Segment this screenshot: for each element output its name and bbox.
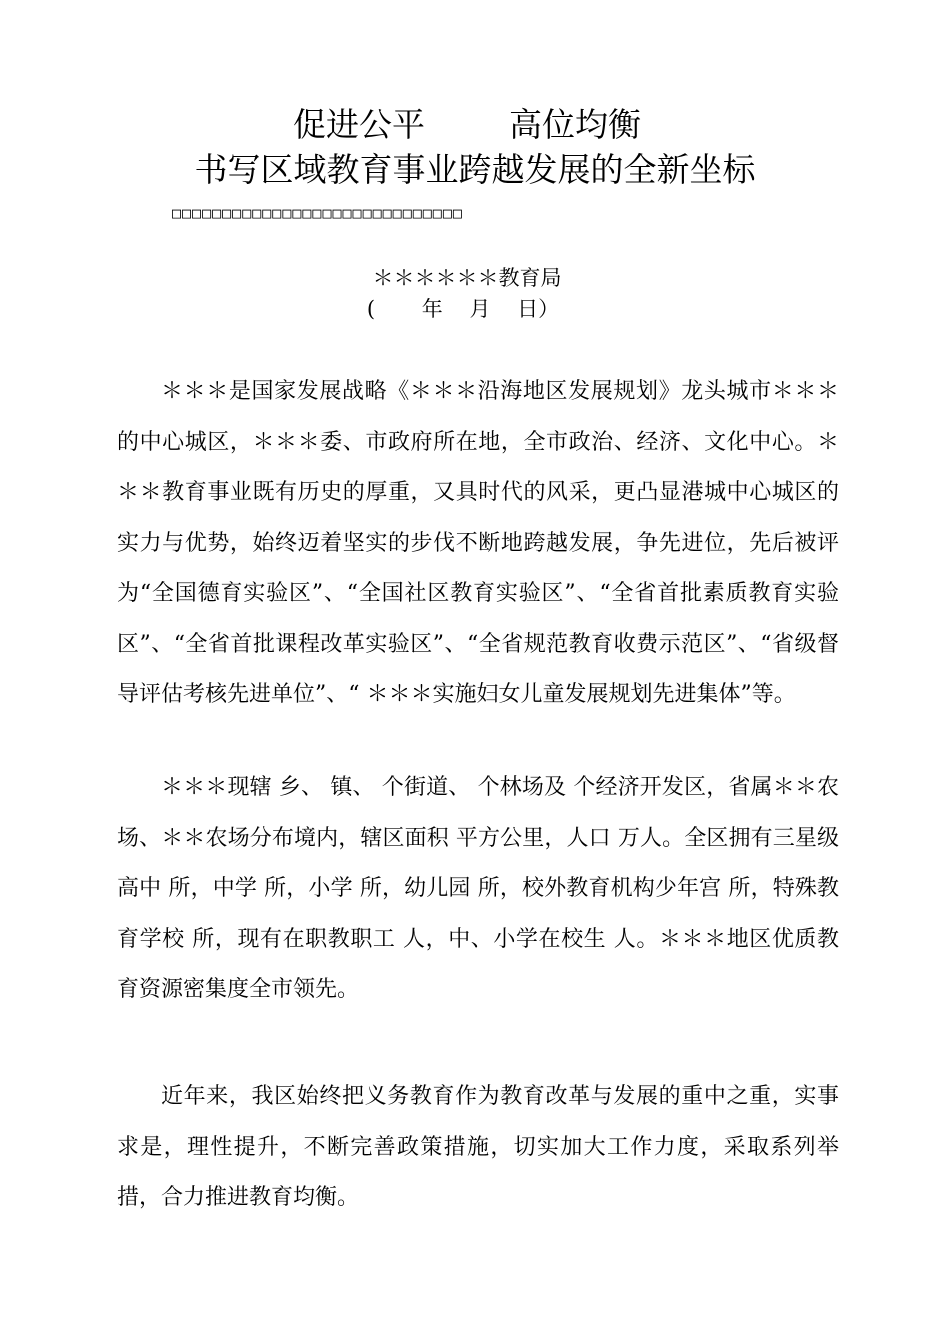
body-paragraph: 近年来，我区始终把义务教育作为教育改革与发展的重中之重，实事求是，理性提升，不断完善政策措施，切实加大工作力度，采取系列举措，合力推进教育均衡。: [117, 1084, 839, 1210]
issuer-name: ＊＊＊＊＊＊教育局: [372, 266, 562, 290]
title-line-2: 书写区域教育事业跨越发展的全新坐标: [194, 150, 756, 189]
document-date: ( 年 月 日）: [366, 297, 560, 321]
body-paragraph: ＊＊＊是国家发展战略《＊＊＊沿海地区发展规划》龙头城市＊＊＊的中心城区，＊＊＊委、市政府所在地，全市政治、经济、文化中心。＊＊＊教育事业既有历史的厚重，又具时代的风采，更凸显港城中心城区的实力与优势，始终迈着坚实的步伐不断地跨越发展，争先进位，先后被评为“全国德育实验区”、“全国社区教育实验区”、“全省首批素质教育实验区”、“全省首批课程改革实验区”、“全省规范教育收费示范区”、“省级督导评估考核先进单位”、“ ＊＊＊实施妇女儿童发展规划先进集体”等。: [117, 379, 839, 707]
unrendered-text-line: □□□□□□□□□□□□□□□□□□□□□□□□□□□□□: [172, 204, 463, 222]
title-line-1: 促进公平 高位均衡: [293, 105, 641, 144]
body-paragraph: ＊＊＊现辖 乡、 镇、 个街道、 个林场及 个经济开发区，省属＊＊农场、＊＊农场分布境内，辖区面积 平方公里，人口 万人。全区拥有三星级高中 所，中学 所，小学 所，幼儿园 所，校外教育机构少年宫 所，特殊教育学校 所，现有在职教职工 人，中、小学在校生 人。＊＊＊地区优质教育资源密集度全市领先。: [117, 775, 839, 1002]
